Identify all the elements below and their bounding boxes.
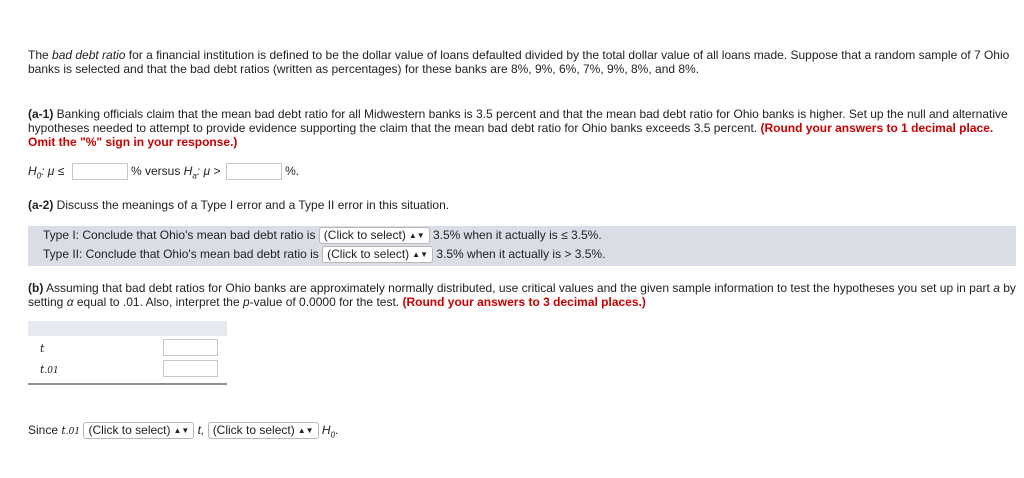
t-input[interactable] [163,339,218,356]
h0-label: $H_0$ [28,164,42,181]
a1-instruction: (Round your answers to 1 decimal place. Omit the "%" sign in your response.) [28,121,994,149]
type-error-panel [28,226,1016,266]
h0-value-input[interactable] [72,163,128,180]
h0-symbol: $H_0$ [321,423,336,440]
t-symbol: t, [197,423,205,437]
type1-row [43,227,602,244]
ha-end-text: %. [285,164,300,178]
conclusion-select-2[interactable]: (Click to select) ▲▼ [208,422,319,439]
conclusion-select-1[interactable]: (Click to select) ▲▼ [83,422,194,439]
type1-select[interactable]: (Click to select) ▲▼ [319,227,430,244]
intro-text-1: The [28,48,53,62]
stat-row-t01 [28,359,227,380]
b-label: (b) [28,281,44,295]
a2-text: Discuss the meanings of a Type I error and a Type II error in this situation. [53,198,450,212]
b-instruction: (Round your answers to 3 decimal places.) [402,295,646,309]
t-label: t [40,342,45,355]
versus-text: % versus [130,164,184,178]
select-arrows-icon: ▲▼ [412,250,428,260]
conclusion-row [28,422,338,443]
t01-symbol: t.01 [61,424,81,437]
conclusion-end: . [335,423,339,437]
question-a2 [28,198,1018,212]
hypotheses-row [28,163,299,184]
ha-relation: : μ > [196,164,221,178]
stat-row-t [28,338,227,359]
h0-relation: : μ ≤ [41,164,65,178]
a1-text: Banking officials claim that the mean bad debt ratio for all Midwestern banks is 3.5 percent and that the mean bad debt ratio for Ohio banks is higher. Set up the null and alternative hypotheses needed to attempt to provide evidence supporting the claim that the mean bad debt ratio for Ohio banks exceeds 3.5 percent. [28,107,1008,135]
stat-table-bottom-rule [28,383,227,385]
type2-suffix: 3.5% when it actually is > 3.5%. [436,247,606,261]
question-b: (b) Assuming that bad debt ratios for Ohio banks are approximately normally distributed, use critical values and the given sample information to test the hypotheses you set up in part a by setting α equal to .01. Also, interpret the p-value of 0.0000 for the test. (Round your answers to 3 decimal places.) [28,281,1016,309]
type2-row [43,246,605,263]
select-arrows-icon: ▲▼ [408,231,425,241]
type2-prefix: Type II: Conclude that Ohio's mean bad debt ratio is [43,247,319,261]
select-arrows-icon: ▲▼ [173,426,190,436]
type1-suffix: 3.5% when it actually is ≤ 3.5%. [433,228,602,242]
a1-label: (a-1) [28,107,54,121]
stat-table [28,321,227,385]
problem-intro [28,48,1018,76]
t01-label: t.01 [40,363,59,376]
t01-input[interactable] [163,360,218,377]
ha-label: $H_a$ [183,164,197,181]
intro-text-2: for a financial institution is defined to be the dollar value of loans defaulted divided by the total dollar value of all loans made. Suppose that a random sample of 7 Ohio banks is selected and that the bad debt ratios (written as percentages) for these banks are 8%, 9%, 6%, 7%, 9%, 8%, and 8%. [28,48,1010,76]
select-arrows-icon: ▲▼ [297,426,314,436]
a2-label: (a-2) [28,198,54,212]
type2-select[interactable]: (Click to select) ▲▼ [322,246,433,263]
type1-prefix: Type I: Conclude that Ohio's mean bad debt ratio is [43,228,316,242]
question-a1 [28,107,1018,149]
ha-value-input[interactable] [226,163,282,180]
stat-table-header [28,321,227,336]
intro-term: bad debt ratio [52,48,126,62]
since-text: Since [28,423,59,437]
